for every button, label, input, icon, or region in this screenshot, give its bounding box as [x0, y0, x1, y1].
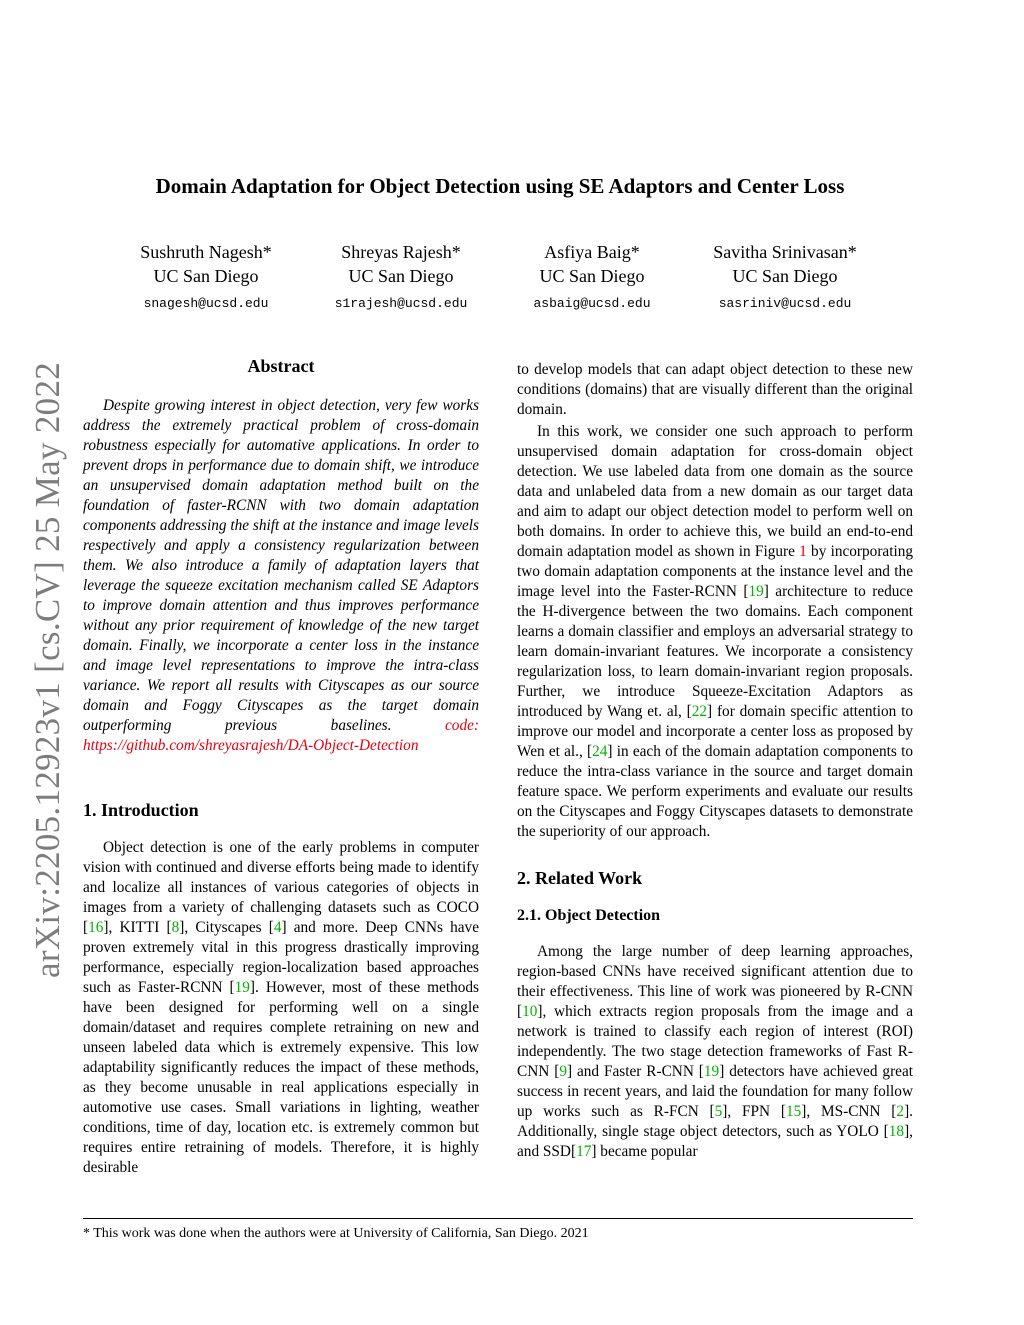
author-name: Shreyas Rajesh* — [341, 242, 461, 262]
footnote-divider — [83, 1218, 913, 1219]
text-span: Object detection is one of the early problems in computer vision with continued and diverse efforts being made to identify and localize all instances of various categories of objects in images from a variety of challenging datasets such as COCO [ — [83, 839, 479, 936]
text-span: ] and more. Deep CNNs have proven extremely vital in this progress drastically improving performance, especially region-localization based approaches such as Faster-RCNN [ — [83, 919, 479, 996]
citation-link[interactable]: 4 — [273, 919, 282, 936]
citation-link[interactable]: 15 — [785, 1103, 802, 1120]
text-span: ], MS-CNN [ — [801, 1103, 897, 1120]
citation-link[interactable]: 17 — [576, 1143, 592, 1160]
arxiv-identifier: arXiv:2205.12923v1 [cs.CV] 25 May 2022 — [28, 361, 67, 978]
text-span: ] in each of the domain adaptation components to reduce the intra-class variance in the source and target domain feature space. We perform experiments and evaluate our results on the Cityscapes and Foggy Cityscapes datasets to demonstrate the superiority of our approach. — [517, 743, 913, 840]
abstract-text: Despite growing interest in object detection, very few works address the extremely practical problem of cross-domain robustness especially for automative applications. In order to prevent drops in performance due to domain shift, we introduce an unsupervised domain adaptation method built on the foundation of faster-RCNN with two domain adaptation components addressing the shift at the instance and image levels respectively and apply a consistency regularization between them. We also introduce a family of adaptation layers that leverage the squeeze excitation mechanism called SE Adaptors to improve domain attention and thus improves performance without any prior requirement of knowledge of the new target domain. Finally, we incorporate a center loss in the instance and image level representations to improve the intra-class variance. We report all results with Cityscapes as our source domain and Foggy Cityscapes as the target domain outperforming previous baselines. — [83, 397, 479, 734]
author-name: Asfiya Baig* — [544, 242, 640, 262]
text-span: ], and SSD[ — [517, 1123, 913, 1160]
text-span: ], Cityscapes [ — [179, 919, 274, 936]
intro-paragraph — [83, 838, 479, 1178]
citation-link[interactable]: 19 — [234, 979, 250, 996]
left-column — [83, 356, 479, 1178]
text-span: ]. However, most of these methods have been designed for performing well on a single domain/dataset and requires complete retraining on new and unseen labeled data which is extremely expensive. This low adaptability significantly reduces the impact of these methods, as they become unusable in real applications especially in automotive use cases. Small variations in lighting, weather conditions, time of day, location etc. is extremely common but requires entire retraining of models. Therefore, it is highly desirable — [83, 979, 479, 1176]
citation-link[interactable]: 19 — [748, 583, 764, 600]
citation-link[interactable]: 8 — [171, 919, 180, 936]
code-link[interactable]: code: https://github.com/shreyasrajesh/DA-Object-Detection — [83, 717, 479, 754]
citation-link[interactable]: 9 — [559, 1063, 567, 1080]
citation-link[interactable]: 10 — [522, 1003, 538, 1020]
abstract-body — [83, 396, 479, 756]
text-span: ] detectors have achieved great success in recent years, and laid the foundation for many follow up works such as R-FCN [ — [517, 1063, 913, 1120]
author-affiliation: UC San Diego — [732, 266, 838, 286]
citation-link[interactable]: 18 — [888, 1123, 905, 1140]
abstract-heading: Abstract — [247, 356, 315, 376]
author-affiliation: UC San Diego — [348, 266, 454, 286]
author-4 — [685, 240, 885, 316]
text-span: ]. Additionally, single stage object detectors, such as YOLO [ — [517, 1103, 913, 1140]
citation-link[interactable]: 22 — [691, 703, 708, 720]
author-email: snagesh@ucsd.edu — [143, 296, 269, 311]
text-span: ], KITTI [ — [103, 919, 172, 936]
author-affiliation: UC San Diego — [539, 266, 645, 286]
paper-title: Domain Adaptation for Object Detection using SE Adaptors and Center Loss — [155, 174, 845, 198]
author-email: asbaig@ucsd.edu — [533, 296, 651, 311]
citation-link[interactable]: 2 — [896, 1103, 905, 1120]
text-span: ], FPN [ — [722, 1103, 786, 1120]
citation-link[interactable]: 19 — [703, 1063, 720, 1080]
text-span: In this work, we consider one such approach to perform unsupervised domain adaptation for cross-domain object detection. We use labeled data from one domain as the source data and unlabeled data from a new domain as our target data and aim to adapt our object detection model to perform well on both domains. In order to achieve this, we build an end-to-end domain adaptation model as shown in Figure — [517, 423, 913, 560]
author-1 — [106, 240, 306, 316]
text-span: Among the large number of deep learning approaches, region-based CNNs have received significant attention due to their effectiveness. This line of work was pioneered by R-CNN [ — [517, 943, 913, 1020]
citation-link[interactable]: 16 — [88, 919, 104, 936]
author-name: Sushruth Nagesh* — [140, 242, 272, 262]
author-name: Savitha Srinivasan* — [713, 242, 857, 262]
object-detection-paragraph — [517, 942, 913, 1162]
author-3 — [492, 240, 692, 316]
text-span: ], which extracts region proposals from the image and a network is trained to classify each region of interest (ROI) independently. The two stage detection frameworks of Fast R-CNN [ — [517, 1003, 913, 1080]
work-paragraph — [517, 422, 913, 842]
object-detection-heading: 2.1. Object Detection — [517, 907, 661, 924]
right-column — [517, 360, 913, 1162]
text-span: ] became popular — [591, 1143, 698, 1160]
intro-heading: 1. Introduction — [83, 800, 199, 820]
author-affiliation: UC San Diego — [153, 266, 259, 286]
text-span: by incorporating two domain adaptation components at the instance level and the image level into the Faster-RCNN [ — [517, 543, 914, 600]
figure-link[interactable]: 1 — [799, 543, 807, 560]
footnote: * This work was done when the authors were at University of California, San Diego. 2021 — [83, 1226, 589, 1241]
text-span: ] for domain specific attention to improve our model and incorporate a center loss as proposed by Wen et al., [ — [517, 703, 913, 760]
author-email: s1rajesh@ucsd.edu — [334, 296, 468, 311]
related-work-heading: 2. Related Work — [517, 868, 643, 888]
continued-paragraph: to develop models that can adapt object detection to these new conditions (domains) that are visually different than the original domain. — [517, 361, 913, 418]
text-span: ] architecture to reduce the H-divergence between the two domains. Each component learns a domain classifier and employs an adversarial strategy to learn domain-invariant features. We incorporate a consistency regularization loss, to learn domain-invariant region proposals. Further, we introduce Squeeze-Excitation Adaptors as introduced by Wang et. al, [ — [517, 583, 913, 720]
citation-link[interactable]: 24 — [592, 743, 608, 760]
citation-link[interactable]: 5 — [714, 1103, 723, 1120]
author-email: sasriniv@ucsd.edu — [718, 296, 852, 311]
author-2 — [301, 240, 501, 316]
text-span: ] and Faster R-CNN [ — [566, 1063, 704, 1080]
